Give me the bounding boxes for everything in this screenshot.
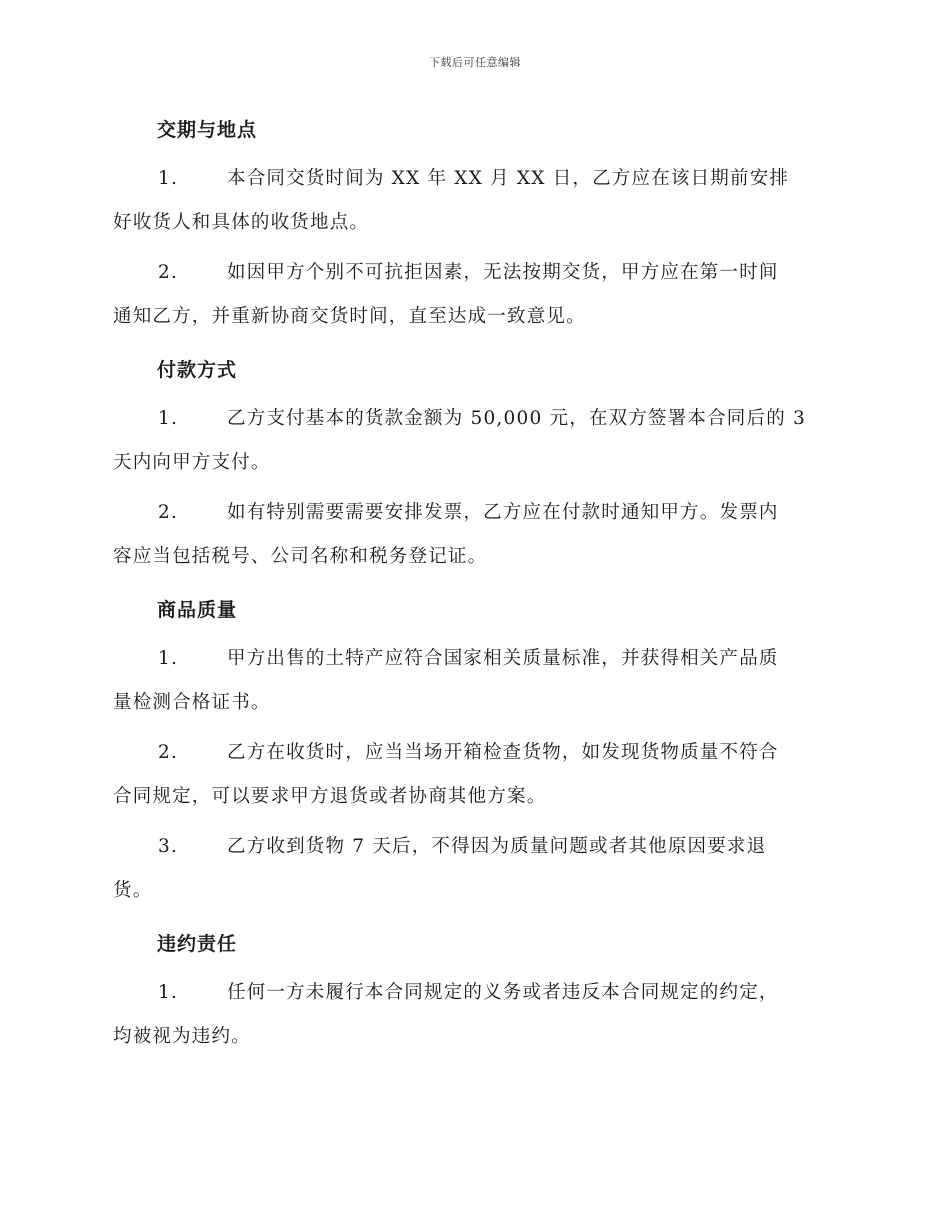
clause-number: 2. (158, 742, 179, 763)
clause-quality-3 (113, 825, 833, 913)
clause-number: 2. (158, 502, 179, 523)
clause-text: 任何一方未履行本合同规定的义务或者违反本合同规定的约定， (227, 982, 779, 1003)
clause-payment-1 (113, 397, 833, 485)
clause-quality-2 (113, 731, 833, 819)
clause-text: 如有特别需要需要安排发票，乙方应在付款时通知甲方。发票内 (227, 502, 779, 523)
clause-text: 乙方收到货物 7 天后，不得因为质量问题或者其他原因要求退 (227, 836, 767, 857)
clause-text-continued: 好收货人和具体的收货地点。 (113, 212, 370, 233)
clause-text: 甲方出售的土特产应符合国家相关质量标准，并获得相关产品质 (227, 648, 779, 669)
section-heading-delivery: 交期与地点 (157, 119, 258, 141)
clause-payment-2 (113, 491, 833, 579)
clause-text: 本合同交货时间为 XX 年 XX 月 XX 日，乙方应在该日期前安排 (227, 168, 790, 189)
section-heading-quality: 商品质量 (157, 599, 238, 621)
clause-breach-1 (113, 971, 833, 1059)
clause-number: 1. (158, 408, 179, 429)
clause-text-continued: 通知乙方，并重新协商交货时间，直至达成一致意见。 (113, 306, 586, 327)
clause-delivery-2 (113, 251, 833, 339)
page-header: 下载后可任意编辑 (429, 56, 521, 69)
clause-text-continued: 容应当包括税号、公司名称和税务登记证。 (113, 546, 488, 567)
clause-text-continued: 量检测合格证书。 (113, 692, 271, 713)
clause-number: 1. (158, 982, 179, 1003)
clause-text-continued: 天内向甲方支付。 (113, 452, 271, 473)
clause-delivery-1 (113, 157, 833, 245)
clause-text-continued: 货。 (113, 880, 153, 901)
clause-number: 3. (158, 836, 179, 857)
clause-text: 乙方在收货时，应当当场开箱检查货物，如发现货物质量不符合 (227, 742, 779, 763)
clause-quality-1 (113, 637, 833, 725)
clause-number: 1. (158, 168, 179, 189)
clause-text-continued: 均被视为违约。 (113, 1026, 251, 1047)
clause-number: 2. (158, 262, 179, 283)
clause-number: 1. (158, 648, 179, 669)
section-heading-payment: 付款方式 (157, 359, 238, 381)
clause-text-continued: 合同规定，可以要求甲方退货或者协商其他方案。 (113, 786, 547, 807)
section-heading-breach: 违约责任 (157, 933, 238, 955)
clause-text: 乙方支付基本的货款金额为 50,000 元，在双方签署本合同后的 3 (227, 408, 806, 429)
clause-text: 如因甲方个别不可抗拒因素，无法按期交货，甲方应在第一时间 (227, 262, 779, 283)
